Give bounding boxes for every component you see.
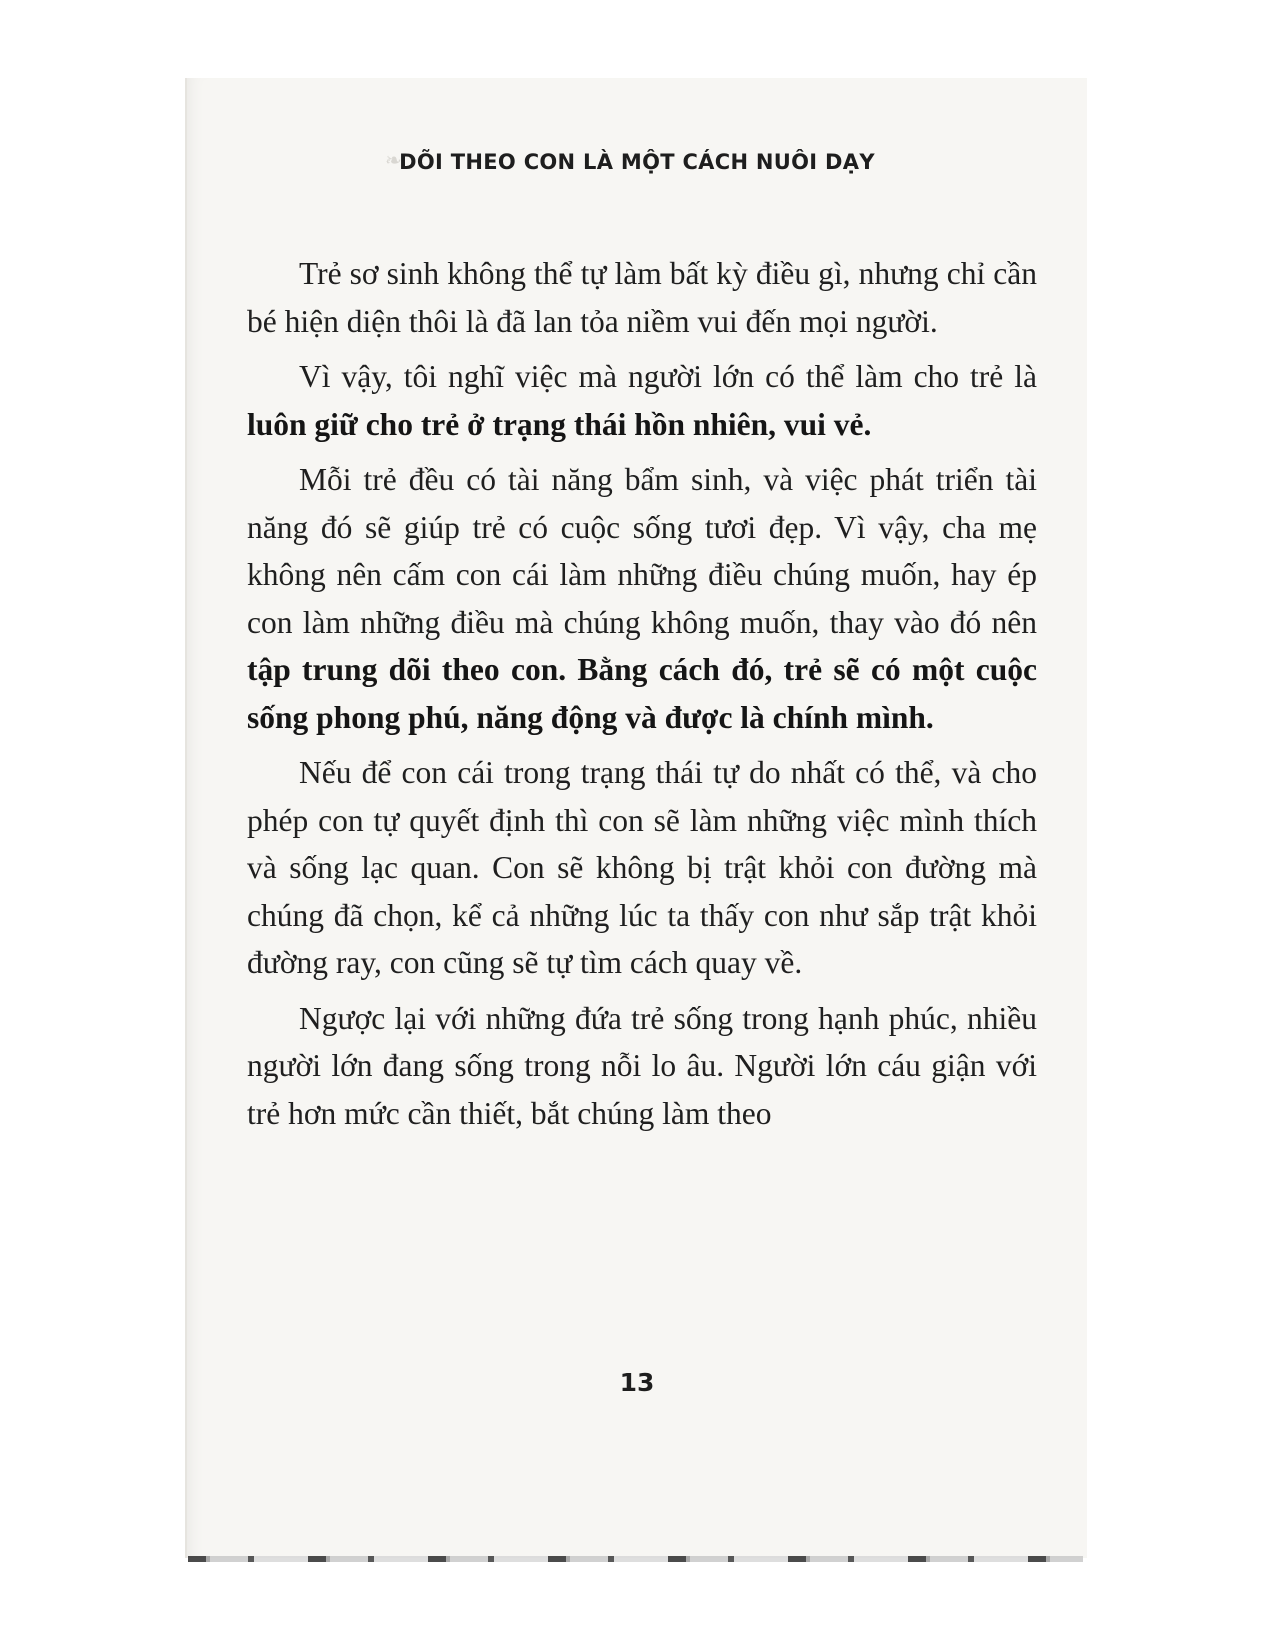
paragraph-1-text: Trẻ sơ sinh không thể tự làm bất kỳ điều gì, nhưng chỉ cần bé hiện diện thôi là đã lan tỏa niềm vui đến mọi người. [247, 256, 1037, 339]
running-header: DÕI THEO CON LÀ MỘT CÁCH NUÔI DẠY [399, 150, 875, 174]
paragraph-4-text: Nếu để con cái trong trạng thái tự do nhất có thể, và cho phép con tự quyết định thì con sẽ làm những việc mình thích và sống lạc quan. Con sẽ không bị trật khỏi con đường mà chúng đã chọn, kể cả những lúc ta thấy con như sắp trật khỏi đường ray, con cũng sẽ tự tìm cách quay về. [247, 755, 1037, 980]
paragraph-4 [247, 749, 1037, 987]
page-stack-edge [188, 1556, 1083, 1562]
paragraph-2-text: Vì vậy, tôi nghĩ việc mà người lớn có thể làm cho trẻ là [299, 359, 1037, 394]
book-page [185, 78, 1087, 1558]
paragraph-2-emphasis: luôn giữ cho trẻ ở trạng thái hồn nhiên, vui vẻ. [247, 406, 872, 442]
paragraph-5-text: Ngược lại với những đứa trẻ sống trong hạnh phúc, nhiều người lớn đang sống trong nỗi lo âu. Người lớn cáu giận với trẻ hơn mức cần thiết, bắt chúng làm theo [247, 1000, 1037, 1131]
page-number: 13 [619, 1368, 655, 1397]
header-ornament-icon: ❧ [385, 148, 402, 172]
paragraph-1 [247, 250, 1037, 345]
paragraph-5 [247, 995, 1037, 1138]
body-text [247, 250, 1037, 1145]
paragraph-3 [247, 456, 1037, 741]
paragraph-2 [247, 353, 1037, 448]
paragraph-3-emphasis: tập trung dõi theo con. Bằng cách đó, trẻ sẽ có một cuộc sống phong phú, năng động và được là chính mình. [247, 652, 1037, 735]
paragraph-3-text: Mỗi trẻ đều có tài năng bẩm sinh, và việc phát triển tài năng đó sẽ giúp trẻ có cuộc sống tươi đẹp. Vì vậy, cha mẹ không nên cấm con cái làm những điều chúng muốn, hay ép con làm những điều mà chúng không muốn, thay vào đó nên [247, 462, 1037, 640]
